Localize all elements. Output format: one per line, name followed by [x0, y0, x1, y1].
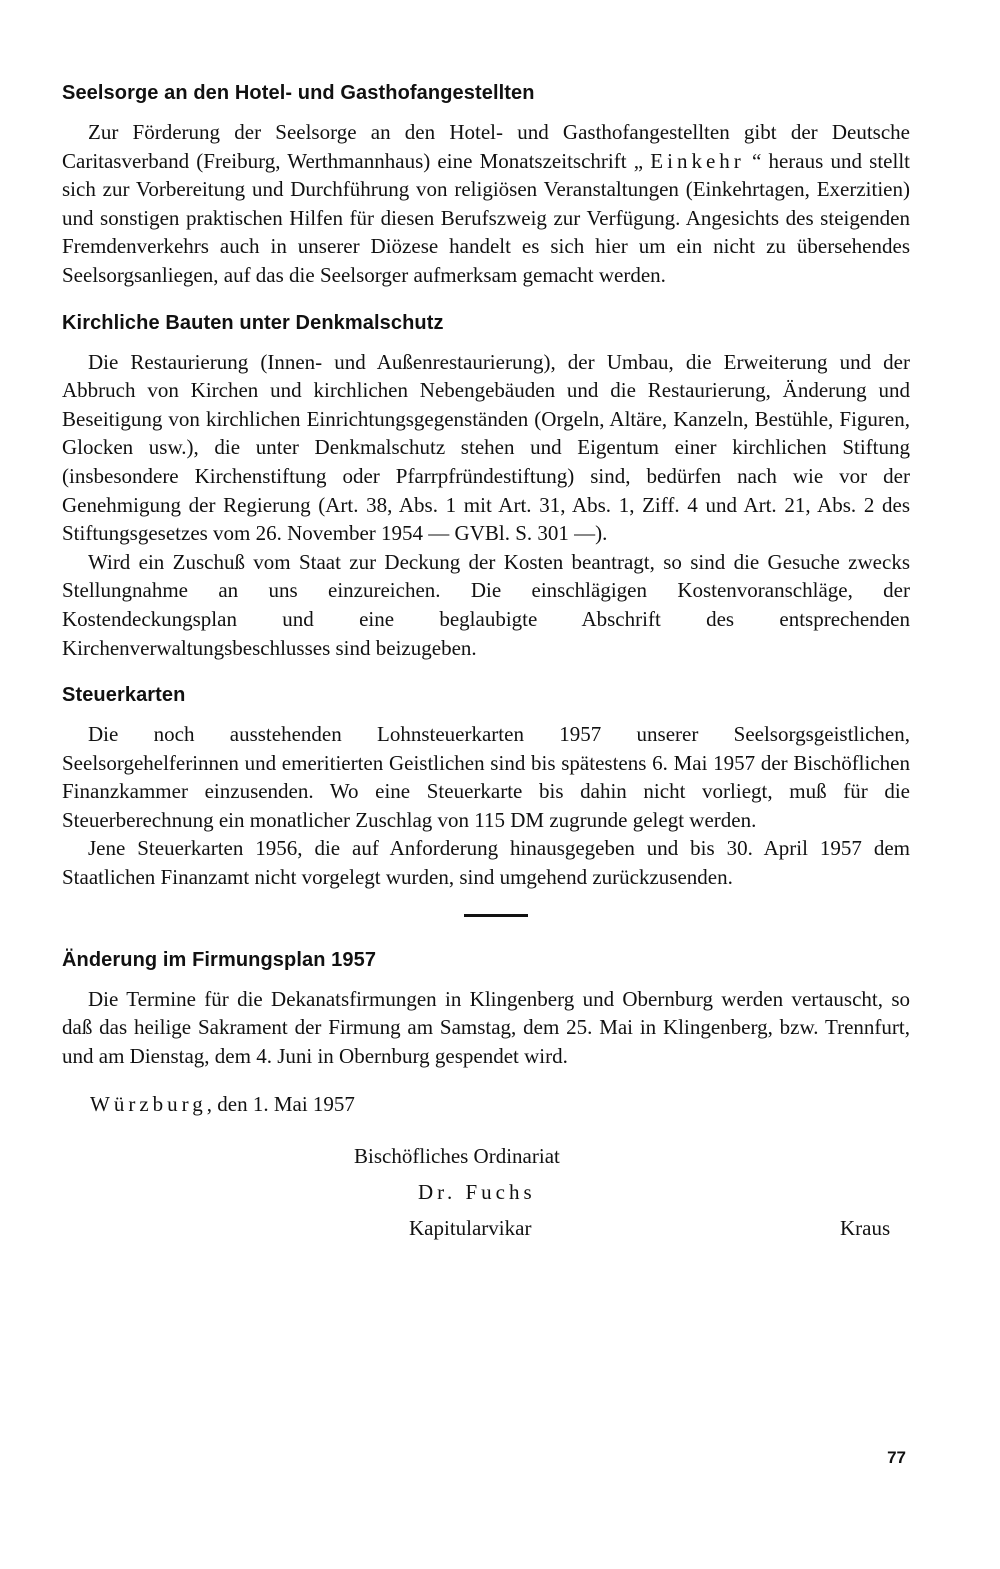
date: , den 1. Mai 1957: [206, 1092, 355, 1117]
signatory-title: Kapitularvikar: [409, 1216, 532, 1241]
section-tax-cards: [62, 682, 910, 892]
section-heading: Seelsorge an den Hotel- und Gasthofangestellten: [62, 82, 535, 104]
section-heading: Kirchliche Bauten unter Denkmalschutz: [62, 311, 444, 334]
signature-block: [62, 1142, 910, 1262]
page-number: 77: [887, 1448, 906, 1467]
issuing-office: Bischöfliches Ordinariat: [354, 1144, 560, 1169]
section-paragraph: Die Restaurierung (Innen- und Außenrestaurierung), der Umbau, die Erweiterung und der Abbruch von Kirchen und kirchlichen Nebengebäuden und die Restaurierung, Änderung und Beseitigung von kirchlichen Einrichtungsgegenständen (Orgeln, Altäre, Kanzeln, Bestühle, Figuren, Glocken usw.), die unter Denkmalschutz stehen und Eigentum einer kirchlichen Stiftung (insbesondere Kirchenstiftung oder Pfarrpfründestiftung) sind, bedürfen nach wie vor der Genehmigung der Regierung (Art. 38, Abs. 1 mit Art. 31, Abs. 1, Ziff. 4 und Art. 21, Abs. 2 des Stiftungsgesetzes vom 26. November 1954 — GVBl. S. 301 —).: [62, 349, 910, 546]
signatory-name: Dr. Fuchs: [418, 1180, 536, 1205]
section-heading: Änderung im Firmungsplan 1957: [62, 948, 377, 971]
place-and-date: [90, 1090, 910, 1118]
section-paragraph: Wird ein Zuschuß vom Staat zur Deckung der Kosten beantragt, so sind die Gesuche zwecks Stellungnahme an uns einzureichen. Die einschlägigen Kostenvoranschläge, der Kostendeckungsplan und eine beglaubigte Abschrift des entsprechenden Kirchenverwaltungsbeschlusses sind beizugeben.: [62, 549, 910, 660]
section-paragraph: Die noch ausstehenden Lohnsteuerkarten 1957 unserer Seelsorgsgeistlichen, Seelsorgehelferinnen und emeritierten Geistlichen sind bis spätestens 6. Mai 1957 der Bischöflichen Finanzkammer einzusenden. Wo eine Steuerkarte bis dahin nicht vorliegt, muß für die Steuerberechnung ein monatlicher Zuschlag von 115 DM zugrunde gelegt werden.: [62, 722, 910, 832]
document-page: [62, 80, 910, 1262]
section-heading: Steuerkarten: [62, 684, 186, 707]
section-paragraph: Die Termine für die Dekanatsfirmungen in Klingenberg und Obernburg werden vertauscht, so daß das heilige Sakrament der Firmung am Samstag, dem 25. Mai in Klingenberg, bzw. Trennfurt, und am Dienstag, dem 4. Juni in Obernburg gespendet wird.: [62, 986, 910, 1068]
section-divider: [464, 914, 528, 917]
cosigner-name: Kraus: [840, 1216, 891, 1241]
section-hotel-pastoral-care: [62, 80, 910, 290]
section-confirmation-schedule-change: [62, 947, 910, 1071]
section-paragraph: Zur Förderung der Seelsorge an den Hotel- und Gasthofangestellten gibt der Deutsche Caritasverband (Freiburg, Werthmannhaus) eine Monatszeitschrift „ Einkehr “ heraus und stellt sich zur Vorbereitung und Durchführung von religiösen Veranstaltungen (Einkehrtagen, Exerzitien) und sonstigen praktischen Hilfen für diesen Berufszweig zur Verfügung. Angesichts des steigenden Fremdenverkehrs auch in unserer Diözese handelt es sich hier um ein nicht zu übersehendes Seelsorgsanliegen, auf das die Seelsorger aufmerksam gemacht werden.: [62, 120, 910, 287]
section-church-buildings-monument-protection: [62, 310, 910, 663]
section-paragraph: Jene Steuerkarten 1956, die auf Anforderung hinausgegeben und bis 30. April 1957 dem Staatlichen Finanzamt nicht vorgelegt wurden, sind umgehend zurückzusenden.: [62, 836, 910, 890]
place: Würzburg: [90, 1092, 207, 1117]
